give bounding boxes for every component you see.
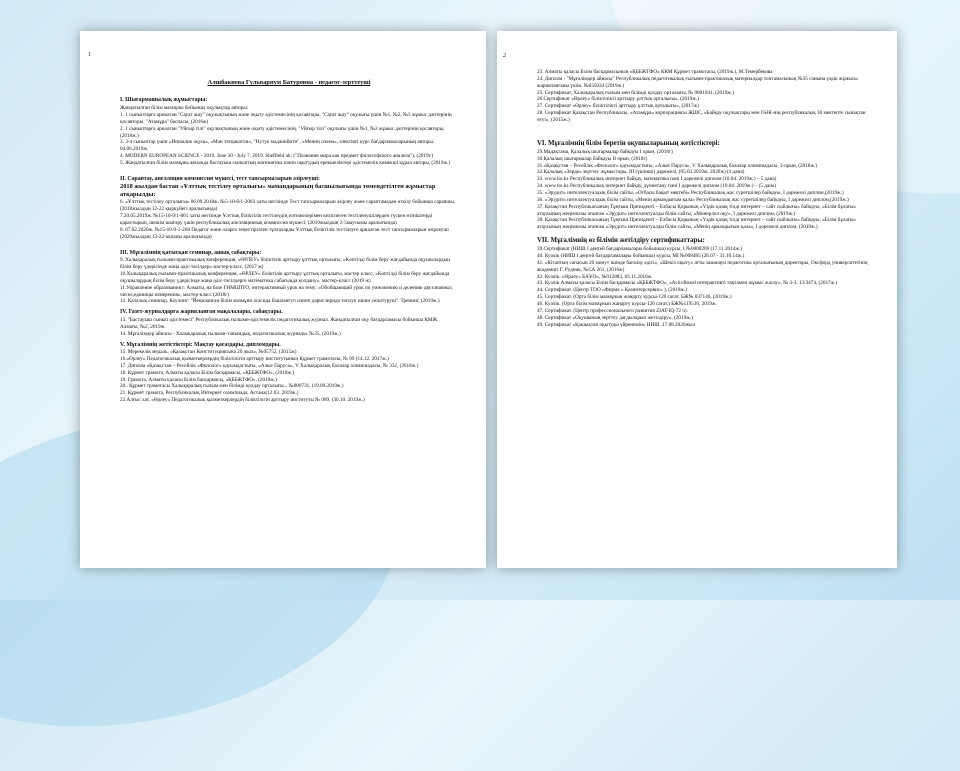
list-item: 39.Сертификат (НИШ І деңгей бағдарламалары бойынша) курсы, І №0000269 (17.11.2014ж.) bbox=[537, 246, 742, 253]
document-title: Алшбакиева Гульварнум Батуровна - педагог-зерттеуші bbox=[207, 79, 371, 86]
list-item: 42. Куәлік. «Өрлеу» БАҰО», №012883, 03.11.2016ж. bbox=[537, 273, 653, 280]
list-item: 5. Жандатылған білім мазмұны аясында бастауыш сыныптың математика пәнін оқытудың ерекшеліктері әдістемелік көмекші құрал авторы, (2019ж.) bbox=[120, 159, 451, 166]
page-number: 2 bbox=[503, 53, 506, 59]
list-item: 10.Халықаралық ғылыми-практикалық конференция, «ӨРЛЕУ» біліктілік арттыру ұлттық орталығы, мастер класс, «Көптілді білім беру жағдайында оқушылардың білім беру үдерісінде жаңа әдіс-тәсілдерге математика сабағында қолдану», мастер-класс (2019 ж) bbox=[120, 270, 450, 284]
section-3-heading: III. Мұғалімнің қатысқан семинар, ашық сабақтары: bbox=[120, 249, 262, 256]
section-7-list bbox=[537, 246, 871, 328]
section-5-list bbox=[120, 349, 458, 404]
document-page-1 bbox=[80, 31, 486, 568]
page-content bbox=[120, 55, 458, 404]
list-item: 33. www.tio.kz Республикалық интернет байқау, математика пәні І дәрежелі диплом (10.04. 2019ж.) – 5 дана) bbox=[537, 176, 777, 183]
list-item: 37. Қазақстан Республикасының Тұңғыш Президенті – Елбасы Қорының «Үздік қазақ тілді интернет – сайт сыйлығы» байқауы, «Білім бұлағы» атаулының жеңімпазы атанған «Эрудит» интеллектуалды білім сайты, «Минерлол оқу», І дәрежелі диплом, (2019ж.) bbox=[537, 203, 857, 217]
list-item: 8. 07.02.2020ж. №15-10-9-1-268 Педагог және оларға теңестірілген тұлғаларды Ұлттық біліктілік тестілеуге арналған тест тапсырмаларын әзірлеуші (2020жылдың 13-22-ақпаны аралығында) bbox=[120, 226, 449, 240]
list-item: 19. Грамота, Алматы қаласы Білім басқармасы, «ҚББЖТФО», (2018ж.) bbox=[120, 376, 277, 383]
section-1-list bbox=[120, 105, 458, 167]
list-item: 20.. Құрмет грамотасы Халықаралық ғылым мен білімді қолдау орталығы... №000731, (19.09.2019ж.) bbox=[120, 383, 344, 390]
list-item: 21. Құрмет грамота, Республикалық Интернет олимпиада, Астана(12.03. 2019ж.) bbox=[120, 390, 299, 397]
list-item: 36. «Эрудит» интеллектуалдық білім сайты, «Менің армандығым қала» Республикалық жас суретшілер байқауы, І дәрежелі диплом,(2019ж.) bbox=[537, 196, 849, 203]
section-2-list bbox=[120, 199, 458, 240]
list-item: 27. Сертификат «Өрлеу» біліктілікті арттыру ұлттық орталығы», (2017ж) bbox=[537, 103, 699, 110]
list-item: 22.Алғыс хат, «Өрлеу» Педагогикалық қызметкерлердің біліктілігін арттыру институты № 089, (30.10. 2019ж.) bbox=[120, 397, 365, 404]
section-6-list bbox=[537, 149, 871, 231]
list-item: 2. 1 сыныптарға арналған "Уйғыр тілі" оқулықтының және оқыту әдістемесінің, "Уйғыр тілі" оқулығы үшін №1, №2 жұмыс дәптерінің қосавторы, (2018ж.) bbox=[120, 125, 445, 139]
page-content bbox=[537, 69, 871, 328]
list-item: 26.Сертификат «Өрлеу» біліктілікті арттыру ұлттық орталығы», (2019ж.) bbox=[537, 96, 699, 103]
section-2-heading: II. Сараптау, апелляция коммиссия мүшесі, тест тапсырмаларын әзірлеуші: bbox=[120, 175, 320, 182]
list-item: 6. «Ұлттық тестілеу орталығы» 06.09.2018ж. №5-10-б/1-2083 хаты негізінде Тест тапсырмаларын әзірлеу және сараптамадан өткізу бойынша сарапшы, (2018жылдың 12-22 қыркүйегі аралығында) bbox=[120, 199, 456, 213]
list-item: 23. Алматы қаласы Білім басқармасының «ҚББЖТФО» ККМ Құрмет грамотасы, (2019ж.), М.Темербекова bbox=[537, 69, 773, 75]
list-item: 4. MODERN EUROPEAN SCIENCE - 2019. June 30 - July 7, 2019. Sheffield uk: ("Познания мира как предмет философского анализа"), (2019г.) bbox=[120, 153, 434, 160]
list-item: 17. Диплом «Қазақстан – Ресейлік «Филолог» қауымдастығы, «Алые Паруса», V Халықаралық балалар олимпиадасы, № 332, (2018ж.) bbox=[120, 362, 419, 369]
document-page-2 bbox=[497, 31, 897, 568]
list-item: 15. Мерекелік медаль, «Қазақстан Конституциясына 20 жыл», №05752, (2015ж) bbox=[120, 349, 297, 356]
section-4-list bbox=[120, 317, 458, 338]
list-item: 12. Қалалық семинар, Коучинг: "Йеңиланған білім мазмұни асасида башланғуч синип дәрислиридә топлук ишни уюштуруш". Тренинг, (2019ж.) bbox=[120, 298, 440, 305]
list-item: 43. Куәлік Алматы қаласы Білім басқармасы «ҚББЖТФО», «ActivBoard интерактивті тақтамен жұмыс жасау», № 3-3. 13/3474, (2017ж.) bbox=[537, 280, 838, 287]
list-item: 38. Қазақстан Республикасының Тұңғыш Президенті – Елбасы Қорының «Үздік қазақ тілді интернет – сайт сыйлығы» байқауы, «Білім бұлағы» атаулының жеңімпазы атанған «Эрудит» интеллектуалды білім сайты, «Менің армандығым қала», І дәрежелі диплом, (2019ж.) bbox=[537, 217, 857, 231]
list-item: 32.Қалалық «Зерде» зерттеу жұмыстары, ІІІ (үшінші) дәрежелі, (05.03.2019ж, 2020ж) (3 дана) bbox=[537, 169, 745, 176]
section-1-heading: I. Шығармашылық жұмыстары: bbox=[120, 97, 208, 104]
list-item: 25. Сертификат, Халықаралық ғылым мен білімді қолдау орталығы, № 0001041, (2019ж.) bbox=[537, 89, 734, 96]
list-item: 28. Сертификат Қазақстан Республикасы, «Атамұра» корпорациясы ЖШС, «Байқау оқулықтары мен ОӘК-нің республикалық 30 мектепте сынақтан өтуі», (2015ж.) bbox=[537, 110, 866, 124]
list-item: 29.Мадақтама, Қалалық шығармалар байқауы І орын, (2018г) bbox=[537, 148, 673, 155]
list-item: 13. "Бастауыш сынып әдістемесі" Республикалық ғылыми-әдістемелік педагогикалық журнал. Жандатылған оқу бағдарламасы бойынша ҚМЖ. Алматы, №2, 2019ж. bbox=[120, 316, 439, 330]
list-item: 14. Мұғалімдер айнасы - Халықаралық ғылыми-танымдық, педагогикалық журналы. №35, (2019ж.) bbox=[120, 330, 341, 337]
list-item: 16.«Өрлеу» Педагогикалық қызметкерлердің біліктілігін арттыру институтының Құрмет грамотасы, № 09 (14.12. 2017ж.) bbox=[120, 356, 389, 362]
list-item: 24. Диплом - "Мұғалімдер айнасы" Республикалық педагогикалық ғылыми-практикалық материалдар топтамасының №35 санына үздік жұмысы жарияланғаны үшін. №035034 (2019ж.) bbox=[537, 75, 858, 89]
page-number: 1 bbox=[88, 52, 91, 58]
list-item: 49. Сертификат «Қашықтан оқытуды үйренемін» НИШ .17.08.2020жыл bbox=[537, 321, 696, 328]
section-4-heading: IV. Газет-журналдарға жарияланған мақалалары, сабақтары. bbox=[120, 309, 283, 316]
continued-list bbox=[537, 69, 871, 124]
list-item: 31.«Қазақстан – Ресейлік «Филолог» қауымдастығы, «Алые Паруса», V Халықаралық балалар олимпиадасы, 3-орын, (2018ж.) bbox=[537, 162, 818, 169]
list-item: 45. Сертификат. (Орта білім мазмұнын жаңарту курсы-120 сағат. БЖ№ 037146, (2019ж.) bbox=[537, 294, 732, 301]
list-item: 48. Сертификат «Оқушының зерттеу дағдыларын жетілдіру», (2019ж.) bbox=[537, 314, 693, 321]
section-2-subheading: 2018 жылдан бастап «Ұлттық тестілеу орталығы» мамандарының басшылығында төмендетілген жұмыстар атқарылды: bbox=[120, 183, 436, 199]
section-7-heading: VII. Мұғалімнің өз білімін жетілдіру сертификаттары: bbox=[537, 237, 705, 245]
list-item: 3. 3-4 сыныптар үшін «Иншалик оқуш», «Мән тәтқикатчи», "Нутук мәдәнийити", «Мениң оләмә», электівті курс бағдарламаларының авторы. 04.06.2019ж. bbox=[120, 139, 435, 153]
section-6-heading: VI. Мұғалімнің білім беретін оқушыларының жетістіктері: bbox=[537, 139, 720, 147]
list-item: 47. Сертификат. (Центр профессионального развития ZIAT-IQ-72 ч). bbox=[537, 307, 688, 314]
list-item: 18. Құрмет грамота, Алматы қаласы Білім басқармасы, «ҚББЖТФО», (2018ж.) bbox=[120, 369, 295, 376]
list-item: 35. «Эрудит» интеллектуалдық білім сайты, «Отбасы бақыт мектебі» Республикалық жас суретшілер байқауы, І дәрежелі диплом,(2019ж.) bbox=[537, 190, 844, 196]
list-item: Жандатылған білім мазмұны бойынша оқулықтар авторы: bbox=[120, 105, 249, 112]
list-item: 34. www.tio.kz Республикалық интернет байқау, дүниетану пәні І дәрежелі диплом (10.04. 2019ж.) – (5 дана) bbox=[537, 183, 777, 190]
list-item: 7.20.05.2019ж. №15-10-9/1-861 хаты негізінде Ұлттық біліктілік тестілеудің нәтижелерімен келіспеген тестіленушілерден түскен өтініштерді қарастырып, шешім шығару үшін республикалық апелляциялық коммиссия мүшесі; (2019жылдың 2-5маусымы аралығында) bbox=[120, 213, 433, 227]
list-item: 30.Қалалық шығармалар байқауы ІІ орын, (2018г) bbox=[537, 155, 648, 162]
list-item: 9. Халықаралық ғылыми-практикалық конференция, «ӨРЛЕУ» біліктілік арттыру ұлттық орталығы, «Көптілді білім беру жағдайында оқушылардың білім беру үдерісінде жаңа әдіс-тәсілдер» мастер-класс, (2017 ж) bbox=[120, 257, 450, 271]
list-item: 1. 1 сыныптарға арналған "Сауат ашу" оқулықтының және оқыту әдістемесінің қосавторы, "Сауат ашу" оқулығы үшін №1, №2, №3 жұмыс дәптерінің қосавторы. "Атамұра" баспасы, (2016ж) bbox=[120, 111, 452, 125]
list-item: 11.Управление образования г. Алматы, на базе ГНМЦПТО, интерактивный урок на тему: «Обобщающий урок по умножению и делению двухзначных чисел,единицы измерения», мастер-класс (2018г) bbox=[120, 284, 453, 298]
list-item: 40. Куәлік (НИШ І деңгей бағдарламалары бойынша) курсы, МІ №008485 (28.07 - 31.10.14ж.) bbox=[537, 252, 745, 259]
list-item: 44. Сертификат. (Центр ТОО «Фирма « Қазинтерсервис» ), (2018ж.) bbox=[537, 287, 688, 294]
section-3-list bbox=[120, 257, 458, 305]
section-5-heading: V. Мұғалімнің жетістіктері: Мақтау қағаздары, дипломдары. bbox=[120, 341, 281, 348]
list-item: 46. Куәлік. (Орта білім мазмұнын жаңарту курсы-120 сағат.) БЖ№119516, 2019ж. bbox=[537, 301, 717, 307]
list-item: 41. «Кітаптың сапасын 20 минут ішінде бағалау әдісі», «Шекіз оқыту» атты заманауи педагогика орталығының директоры, Оксфорд университетінің академигі Г. Рудник, №СА 261, (2016ж) bbox=[537, 259, 868, 273]
